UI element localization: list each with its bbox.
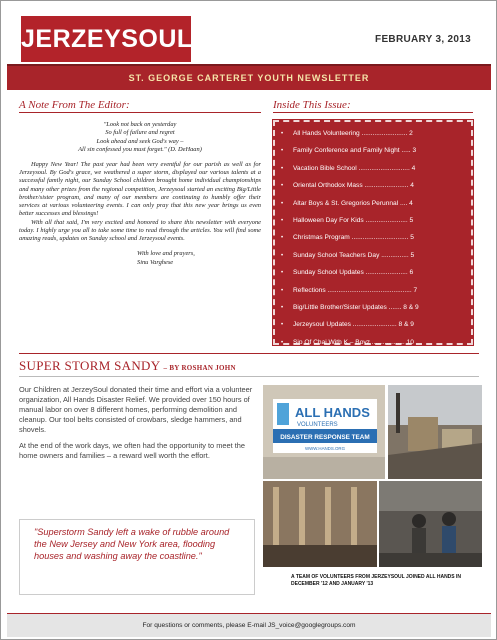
- debris-pile-photo: [388, 385, 482, 479]
- sign-line-2: VOLUNTEERS: [297, 422, 338, 428]
- bullet-icon: •: [281, 339, 284, 346]
- editor-note: [19, 99, 261, 345]
- letter-paragraph: Happy New Year! The past year had been very eventful for our parish as well as for Jerzeysoul. By God's grace, we weathered a super storm, displayed our various talents at a successful family night, our Sunday School children brought home individual championships and many other prizes from the regional competition, Jerzeysoul started an exciting Big/Little brother/sister program, and many of our members are continuing to humbly offer their services at various volunteering events. I can only pray that this new year brings us even better successes and blessings!: [19, 160, 261, 218]
- bullet-icon: •: [281, 200, 284, 207]
- title-rule: [19, 376, 479, 377]
- section-divider: [19, 353, 479, 354]
- toc-item: • All Hands Volunteering ......................... 2: [281, 130, 413, 137]
- inside-heading-wrap: [273, 99, 473, 113]
- storm-byline: – BY ROSHAN JOHN: [163, 364, 236, 372]
- toc-item: • Big/Little Brother/Sister Updates ....... 8 & 9: [281, 303, 419, 311]
- photo-caption: A TEAM OF VOLUNTEERS FROM JERZEYSOUL JOINED ALL HANDS IN DECEMBER '12 AND JANUARY '13: [291, 574, 462, 587]
- header: [7, 6, 491, 68]
- bullet-icon: •: [281, 183, 284, 190]
- toc-item: • Sip Of Chai With K – Boyz .................. 10: [281, 338, 414, 346]
- table-of-contents: [273, 120, 473, 345]
- bullet-icon: •: [281, 217, 284, 224]
- toc-item: • Jerzeysoul Updates ........................ 8 & 9: [281, 321, 414, 329]
- bullet-icon: •: [281, 287, 284, 294]
- toc-item: • Vacation Bible School ............................ 4: [281, 164, 416, 172]
- sign-line-1: ALL HANDS: [295, 405, 370, 420]
- storm-article-body: [19, 385, 255, 467]
- storm-article-title: [19, 358, 419, 374]
- signoff-name: Sinu Varghese: [137, 258, 174, 266]
- bullet-icon: •: [281, 131, 284, 137]
- signoff-line: With love and prayers,: [137, 249, 195, 257]
- gutted-interior-photo: [263, 481, 377, 567]
- newsletter-title: JERZEYSOUL: [21, 16, 191, 62]
- footer: [7, 613, 491, 637]
- storm-title-text: SUPER STORM SANDY: [19, 358, 160, 373]
- toc-item: • Sunday School Teachers Day ............... 5: [281, 251, 415, 259]
- banner: [7, 64, 491, 90]
- letter-paragraph: With all that said, I'm very excited and honored to share this newsletter with everyone today. I highly urge you all to take some time to read through the articles. You will find some amazing reads, updates on Sunday school and Jerzeysoul events.: [19, 218, 261, 243]
- toc-item: • Reflections .............................................. 7: [281, 286, 418, 294]
- bullet-icon: •: [281, 304, 284, 311]
- bullet-icon: •: [281, 322, 284, 329]
- footer-contact: For questions or comments, please E-mail JS_voice@googlegroups.com: [142, 622, 356, 629]
- sign-line-4: WWW.HANDS.ORG: [305, 446, 345, 451]
- article-paragraph: Our Children at JerzeySoul donated their time and effort via a volunteer organization, All Hands Disaster Relief. We provided over 150 hours of manual labor on over 8 different homes, performing demolition and cleanup. Our tool belts consisted of crowbars, sledge hammers, and shovels.: [19, 385, 253, 434]
- hand-logo-icon: [277, 403, 289, 425]
- editor-quote: [19, 121, 261, 155]
- editor-letter: [19, 161, 261, 244]
- toc-item: • Altar Boys & St. Gregorios Perunnal .... 4: [281, 199, 413, 207]
- sign-illustration: [263, 385, 385, 479]
- inside-heading: Inside This Issue:: [273, 99, 473, 113]
- editor-heading: A Note From The Editor:: [19, 99, 261, 113]
- sign-line-3: DISASTER RESPONSE TEAM: [280, 434, 370, 441]
- bullet-icon: •: [281, 235, 284, 242]
- volunteers-illustration: [379, 481, 482, 567]
- bullet-icon: •: [281, 165, 284, 172]
- all-hands-sign-photo: [263, 385, 385, 479]
- interior-illustration: [263, 481, 377, 567]
- banner-text: ST. GEORGE CARTERET YOUTH NEWSLETTER: [128, 73, 370, 83]
- bullet-icon: •: [281, 270, 284, 277]
- toc-item: • Halloween Day For Kids ....................... 5: [281, 216, 414, 224]
- toc-item: • Family Conference and Family Night ..... 3: [281, 147, 417, 155]
- volunteers-photo: [379, 481, 482, 567]
- debris-illustration: [388, 385, 482, 479]
- bullet-icon: •: [281, 148, 284, 155]
- pull-quote: "Superstorm Sandy left a wake of rubble around the New Jersey and New York area, flooding houses and washing away the coastline.": [19, 519, 255, 595]
- bullet-icon: •: [281, 252, 284, 259]
- toc-item: • Oriental Orthodox Mass ........................ 4: [281, 182, 414, 190]
- article-paragraph: At the end of the work days, we often had the opportunity to meet the home owners and families – a reward well worth the effort.: [19, 441, 245, 460]
- quote-line: "Look not back on yesterday: [103, 121, 177, 128]
- quote-line: So full of failure and regret: [105, 129, 175, 137]
- issue-date: FEBRUARY 3, 2013: [375, 34, 471, 45]
- quote-line: Look ahead and seek God's way –: [96, 137, 184, 145]
- quote-line: All sin confessed you must forget." (D. DeHaan): [78, 146, 202, 154]
- signoff: [137, 249, 261, 267]
- toc-item: • Sunday School Updates ....................... 6: [281, 269, 414, 277]
- toc-item: • Christmas Program ............................... 5: [281, 234, 414, 242]
